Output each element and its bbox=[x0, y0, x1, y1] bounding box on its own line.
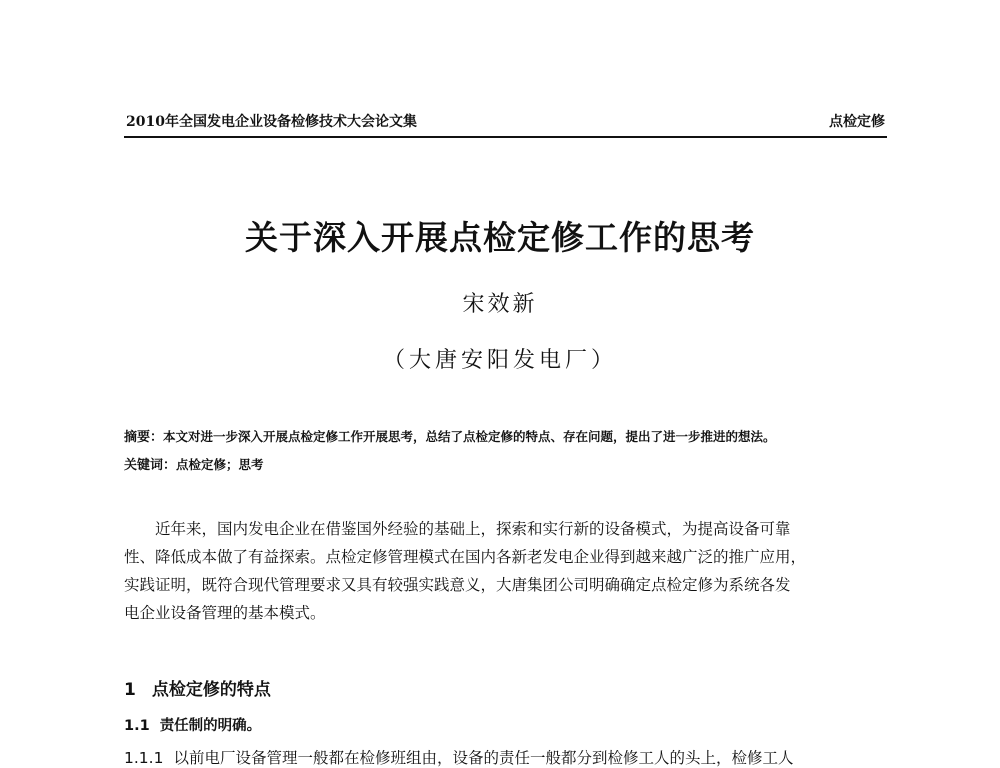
header-section-name: 点检定修 bbox=[829, 114, 885, 130]
section-title: 点检定修的特点 bbox=[151, 680, 271, 700]
abstract-text: 本文对进一步深入开展点检定修工作开展思考，总结了点检定修的特点、存在问题，提出了进一步推进的想法。 bbox=[163, 429, 776, 444]
intro-paragraph bbox=[124, 515, 886, 627]
keywords-label: 关键词： bbox=[124, 458, 177, 473]
subsection-1-1-1 bbox=[124, 746, 890, 768]
intro-line: 电企业设备管理的基本模式。 bbox=[124, 604, 326, 622]
subsection-title: 责任制的明确。 bbox=[159, 718, 262, 734]
subsection-number: 1.1 bbox=[124, 718, 150, 734]
header-proceedings-title: 2010年全国发电企业设备检修技术大会论文集 bbox=[126, 114, 417, 130]
subsection-text: 以前电厂设备管理一般都在检修班组由，设备的责任一般都分到检修工人的头上，检修工人 bbox=[173, 749, 794, 767]
author-affiliation: （大唐安阳发电厂） bbox=[382, 348, 617, 373]
paper-title: 关于深入开展点检定修工作的思考 bbox=[245, 218, 755, 257]
subsection-heading-1-1 bbox=[124, 714, 261, 735]
keywords bbox=[124, 454, 890, 473]
abstract bbox=[124, 426, 890, 445]
subsection-number: 1.1.1 bbox=[124, 749, 164, 767]
intro-line: 近年来，国内发电企业在借鉴国外经验的基础上，探索和实行新的设备模式，为提高设备可靠 bbox=[124, 520, 791, 538]
abstract-label: 摘要： bbox=[124, 430, 164, 445]
intro-line: 实践证明，既符合现代管理要求又具有较强实践意义，大唐集团公司明确确定点检定修为系统各发 bbox=[124, 576, 791, 594]
section-number: 1 bbox=[124, 680, 136, 700]
intro-line: 性、降低成本做了有益探索。点检定修管理模式在国内各新老发电企业得到越来越广泛的推广应用， bbox=[124, 548, 807, 566]
author-name: 宋效新 bbox=[462, 292, 538, 317]
keywords-text: 点检定修；思考 bbox=[176, 457, 264, 472]
section-heading-1 bbox=[124, 675, 271, 700]
running-header bbox=[124, 106, 887, 138]
